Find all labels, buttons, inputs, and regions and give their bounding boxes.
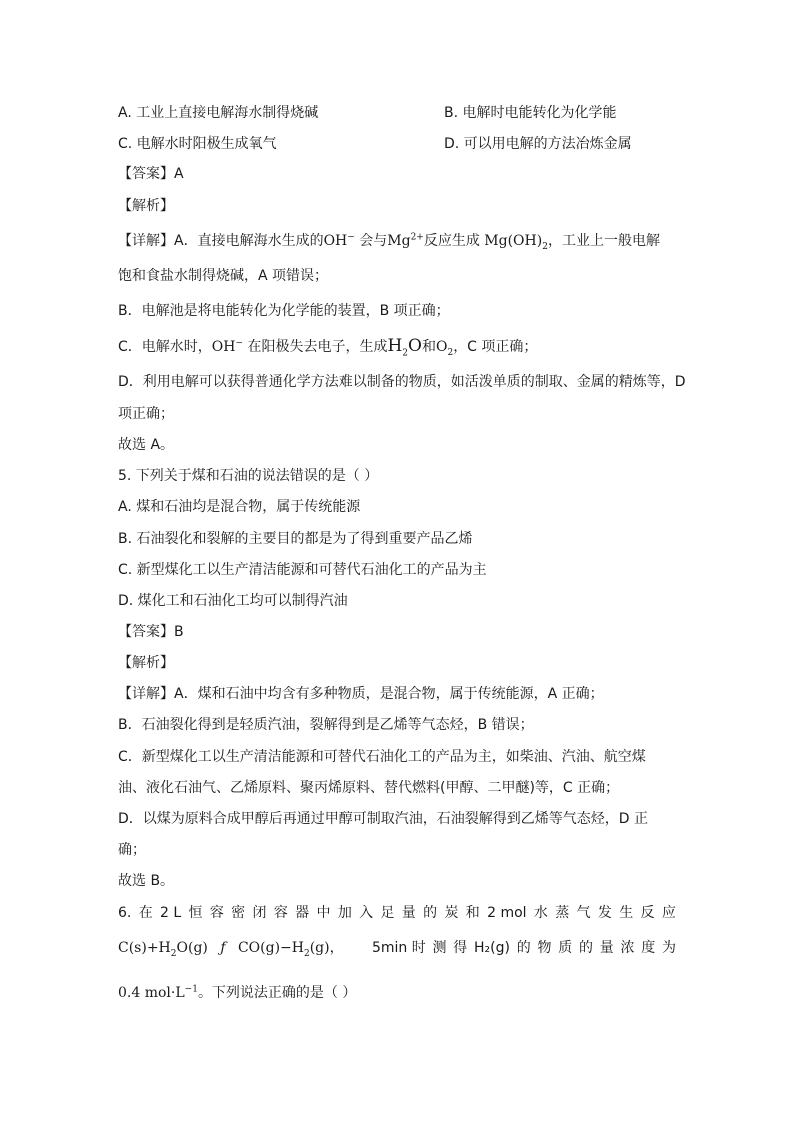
- oxygen-formula: [435, 339, 454, 358]
- q6-line2-word: 物: [537, 940, 552, 956]
- q5-option-c: C. 新型煤化工以生产清洁能源和可替代石油化工的产品为主: [118, 562, 487, 578]
- q5-detail-d-line2: 确；: [118, 842, 146, 858]
- q6-line1-word: 和: [465, 905, 480, 921]
- q6-line2-word: 得: [453, 940, 468, 956]
- q6-line1-word: 入: [359, 905, 374, 921]
- q6-line1-word: 蒸: [555, 905, 570, 921]
- q6-line1-word: 生: [619, 905, 634, 921]
- q6-line1-word: 容: [209, 905, 224, 921]
- q6-line1-word: 容: [273, 905, 288, 921]
- q6-line1-word: 发: [597, 905, 612, 921]
- q6-line2-word: 浓: [620, 940, 635, 956]
- q4-detail-a-line2: 饱和食盐水制得烧碱，A 项错误；: [118, 268, 329, 284]
- q4-detail-d-line2: 项正确；: [118, 406, 174, 422]
- hydroxide-symbol: OH: [323, 233, 348, 249]
- q6-line1-word: 足: [380, 905, 395, 921]
- q6-concentration-exponent: −1: [184, 984, 198, 995]
- q5-detail-c-line2: 油、液化石油气、乙烯原料、聚丙烯原料、替代燃料(甲醇、二甲醚)等，C 正确；: [118, 780, 620, 796]
- magnesium-hydroxide: [484, 233, 548, 252]
- q4-option-b: B. 电解时电能转化为化学能: [444, 105, 617, 121]
- q6-line1-word: 2 mol: [487, 905, 527, 921]
- q4-detail-a-text2: 会与: [359, 233, 388, 249]
- water-o: O: [408, 336, 422, 356]
- q4-conclusion: 故选 A。: [118, 437, 175, 453]
- oxygen-o: O: [435, 339, 448, 355]
- q6-line2-word: 5min 时: [372, 940, 426, 956]
- q6-line1-word: 的: [423, 905, 438, 921]
- q6-line2-word: H₂(g): [474, 940, 510, 956]
- q5-option-b: B. 石油裂化和裂解的主要目的都是为了得到重要产品乙烯: [118, 531, 473, 547]
- q4-detail-c-suffix: ，C 项正确；: [453, 339, 538, 355]
- q6-line1-word: 恒: [188, 905, 203, 921]
- q4-detail-c-and: 和: [421, 339, 436, 355]
- mgoh-formula: Mg(OH): [484, 233, 543, 249]
- q5-detail-c-line1: C．新型煤化工以生产清洁能源和可替代石油化工的产品为主，如柴油、汽油、航空煤: [118, 749, 646, 765]
- magnesium-charge: 2+: [410, 232, 424, 243]
- q4-option-c: C. 电解水时阳极生成氧气: [118, 136, 277, 152]
- q4-answer: 【答案】A: [118, 166, 184, 182]
- magnesium-ion: [387, 233, 424, 249]
- q6-stem-line2: [372, 938, 676, 958]
- q4-detail-d-line1: D．利用电解可以获得普通化学方法难以制备的物质，如活泼单质的制取、金属的精炼等，D: [118, 374, 686, 390]
- hydroxide-ion-2: [212, 339, 243, 355]
- magnesium-symbol: Mg: [387, 233, 411, 249]
- q6-line1-word: 2 L: [160, 905, 182, 921]
- q6-line1-word: 闭: [252, 905, 267, 921]
- q4-detail-a-text4: ，工业上一般电解: [547, 233, 660, 249]
- q6-line2-word: 的: [578, 940, 593, 956]
- q4-detail-a-line1: [118, 231, 660, 251]
- q6-eq-mid: O(g): [176, 940, 208, 956]
- q6-line1-word: 炭: [444, 905, 459, 921]
- q5-detail-d-line1: D．以煤为原料合成甲醇后再通过甲醇可制取汽油，石油裂解得到乙烯等气态烃，D 正: [118, 811, 649, 827]
- q4-detail-a-text: 【详解】A．直接电解海水生成的: [118, 233, 324, 249]
- oxygen-subscript: 2: [447, 347, 454, 358]
- q5-analysis-heading: 【解析】: [118, 655, 174, 671]
- q6-line1-word: 6.: [118, 905, 132, 921]
- hydroxide-charge-2: −: [235, 338, 244, 349]
- hydroxide-ion: [324, 233, 355, 249]
- q4-detail-c-text: C．电解水时，: [118, 339, 212, 355]
- q6-line1-word: 量: [401, 905, 416, 921]
- water-h: H: [387, 336, 403, 356]
- q5-detail-b: B．石油裂化得到是轻质汽油，裂解得到是乙烯等气态烃，B 错误；: [118, 717, 534, 733]
- q6-line2-word: 为: [661, 940, 676, 956]
- q6-line2-word: 质: [558, 940, 573, 956]
- q6-line1-word: 加: [337, 905, 352, 921]
- q6-line1-word: 器: [295, 905, 310, 921]
- hydroxide-charge: −: [347, 232, 355, 243]
- q6-eq-arrow: ƒ: [220, 940, 226, 956]
- q6-line1-word: 气: [576, 905, 591, 921]
- q6-line1-word: 应: [661, 905, 676, 921]
- q6-eq-rhs2: (g)，: [309, 940, 344, 956]
- q6-stem-line1: [118, 903, 676, 923]
- q6-stem-line3: [118, 983, 356, 1003]
- q6-eq-sub: 2: [170, 948, 177, 959]
- q5-option-a: A. 煤和石油均是混合物，属于传统能源: [118, 499, 361, 515]
- q6-eq-rhs: CO(g)−H: [237, 940, 304, 956]
- hydroxide-symbol-2: OH: [211, 339, 236, 355]
- q6-line1-word: 在: [138, 905, 153, 921]
- q6-equation-line: [118, 938, 344, 958]
- q5-conclusion: 故选 B。: [118, 873, 175, 889]
- q6-eq-sub2: 2: [303, 948, 310, 959]
- q5-option-d: D. 煤化工和石油化工均可以制得汽油: [118, 593, 348, 609]
- q6-line2-word: 度: [641, 940, 656, 956]
- q4-detail-c: [118, 336, 537, 357]
- q6-line2-word: 测: [432, 940, 447, 956]
- mgoh-subscript: 2: [542, 241, 548, 252]
- q4-detail-b: B．电解池是将电能转化为化学能的装置，B 项正确；: [118, 303, 450, 319]
- q6-stem-question: 。下列说法正确的是（ ）: [197, 985, 357, 1001]
- q4-option-d: D. 可以用电解的方法冶炼金属: [444, 136, 632, 152]
- q4-detail-c-text2: 在阳极失去电子，生成: [247, 339, 388, 355]
- q4-analysis-heading: 【解析】: [118, 198, 174, 214]
- q5-stem: 5. 下列关于煤和石油的说法错误的是（ ）: [118, 468, 379, 484]
- q6-concentration: 0.4 mol·L: [118, 985, 185, 1001]
- q6-eq-lhs: C(s)+H: [118, 940, 171, 956]
- q6-line1-word: 中: [316, 905, 331, 921]
- q6-line2-word: 的: [516, 940, 531, 956]
- q6-line1-word: 反: [640, 905, 655, 921]
- q6-line2-word: 量: [599, 940, 614, 956]
- q4-option-a: A. 工业上直接电解海水制得烧碱: [118, 105, 319, 121]
- q5-detail-a: 【详解】A．煤和石油中均含有多种物质，是混合物，属于传统能源，A 正确；: [118, 686, 604, 702]
- q6-line1-word: 水: [533, 905, 548, 921]
- q4-detail-a-text3: 反应生成: [423, 233, 480, 249]
- q5-answer: 【答案】B: [118, 624, 184, 640]
- q6-line1-word: 密: [231, 905, 246, 921]
- water-formula: [387, 336, 422, 359]
- water-subscript: 2: [402, 348, 409, 359]
